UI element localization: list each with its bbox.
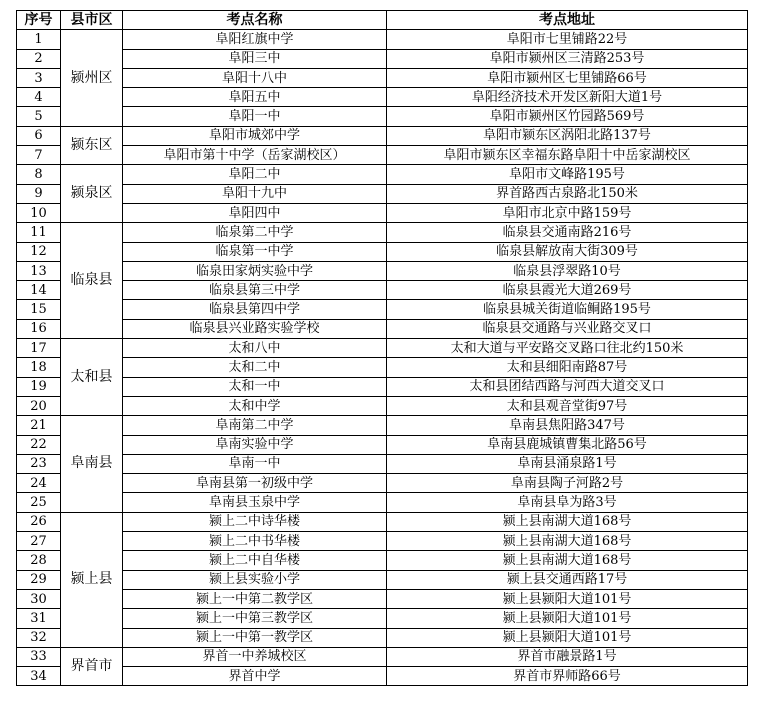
table-row	[17, 242, 748, 261]
district-cell: 阜南县	[61, 416, 123, 512]
district-cell: 颍州区	[61, 30, 123, 126]
row-number: 4	[17, 88, 61, 107]
table-row	[17, 667, 748, 686]
table-row	[17, 396, 748, 415]
site-address-cell: 阜阳市文峰路195号	[387, 165, 748, 184]
table-row	[17, 300, 748, 319]
table-body	[17, 30, 748, 686]
site-name-cell: 阜阳四中	[123, 203, 387, 222]
table-row	[17, 146, 748, 165]
district-cell: 颍泉区	[61, 165, 123, 223]
table-row	[17, 203, 748, 222]
row-number: 15	[17, 300, 61, 319]
header-site-name: 考点名称	[123, 11, 387, 30]
site-address-cell: 阜阳市颍州区七里铺路66号	[387, 68, 748, 87]
table-row	[17, 377, 748, 396]
table-row	[17, 493, 748, 512]
table-row	[17, 223, 748, 242]
table-row	[17, 339, 748, 358]
site-name-cell: 颍上二中诗华楼	[123, 512, 387, 531]
site-name-cell: 太和八中	[123, 339, 387, 358]
site-address-cell: 临泉县城关街道临鲖路195号	[387, 300, 748, 319]
site-name-cell: 阜阳十八中	[123, 68, 387, 87]
district-cell: 颍东区	[61, 126, 123, 165]
table-row	[17, 609, 748, 628]
row-number: 2	[17, 49, 61, 68]
site-name-cell: 太和二中	[123, 358, 387, 377]
table-row	[17, 165, 748, 184]
row-number: 9	[17, 184, 61, 203]
table-row	[17, 49, 748, 68]
row-number: 34	[17, 667, 61, 686]
table-row	[17, 281, 748, 300]
site-name-cell: 界首一中养城校区	[123, 647, 387, 666]
site-address-cell: 颍上县南湖大道168号	[387, 512, 748, 531]
site-name-cell: 阜阳红旗中学	[123, 30, 387, 49]
row-number: 26	[17, 512, 61, 531]
row-number: 22	[17, 435, 61, 454]
site-address-cell: 颍上县南湖大道168号	[387, 532, 748, 551]
site-address-cell: 临泉县霞光大道269号	[387, 281, 748, 300]
table-row	[17, 319, 748, 338]
table-row	[17, 184, 748, 203]
site-name-cell: 阜阳一中	[123, 107, 387, 126]
site-name-cell: 颍上县实验小学	[123, 570, 387, 589]
site-address-cell: 阜阳经济技术开发区新阳大道1号	[387, 88, 748, 107]
table-row	[17, 416, 748, 435]
site-name-cell: 阜阳市城郊中学	[123, 126, 387, 145]
table-row	[17, 454, 748, 473]
site-name-cell: 阜南第二中学	[123, 416, 387, 435]
site-address-cell: 阜阳市七里铺路22号	[387, 30, 748, 49]
table-row	[17, 570, 748, 589]
site-name-cell: 临泉第一中学	[123, 242, 387, 261]
exam-site-table	[16, 10, 748, 686]
site-address-cell: 颍上县交通西路17号	[387, 570, 748, 589]
site-address-cell: 阜南县陶子河路2号	[387, 474, 748, 493]
site-address-cell: 阜阳市颍东区涡阳北路137号	[387, 126, 748, 145]
site-address-cell: 阜阳市颍州区竹园路569号	[387, 107, 748, 126]
table-row	[17, 88, 748, 107]
header-district: 县市区	[61, 11, 123, 30]
row-number: 5	[17, 107, 61, 126]
row-number: 1	[17, 30, 61, 49]
site-name-cell: 颍上一中第二教学区	[123, 589, 387, 608]
table-row	[17, 126, 748, 145]
site-name-cell: 阜南一中	[123, 454, 387, 473]
site-address-cell: 颍上县颍阳大道101号	[387, 628, 748, 647]
row-number: 13	[17, 261, 61, 280]
row-number: 31	[17, 609, 61, 628]
site-name-cell: 阜南实验中学	[123, 435, 387, 454]
site-address-cell: 太和大道与平安路交叉路口往北约150米	[387, 339, 748, 358]
site-name-cell: 临泉第二中学	[123, 223, 387, 242]
district-cell: 颍上县	[61, 512, 123, 647]
row-number: 3	[17, 68, 61, 87]
site-name-cell: 临泉田家炳实验中学	[123, 261, 387, 280]
header-no: 序号	[17, 11, 61, 30]
site-address-cell: 颍上县南湖大道168号	[387, 551, 748, 570]
site-name-cell: 颍上一中第三教学区	[123, 609, 387, 628]
row-number: 27	[17, 532, 61, 551]
row-number: 23	[17, 454, 61, 473]
site-address-cell: 太和县细阳南路87号	[387, 358, 748, 377]
site-name-cell: 阜阳十九中	[123, 184, 387, 203]
row-number: 17	[17, 339, 61, 358]
site-name-cell: 颍上二中书华楼	[123, 532, 387, 551]
site-name-cell: 阜阳二中	[123, 165, 387, 184]
row-number: 32	[17, 628, 61, 647]
row-number: 11	[17, 223, 61, 242]
site-address-cell: 阜阳市颍东区幸福东路阜阳十中岳家湖校区	[387, 146, 748, 165]
row-number: 21	[17, 416, 61, 435]
site-address-cell: 颍上县颍阳大道101号	[387, 589, 748, 608]
site-address-cell: 界首市界师路66号	[387, 667, 748, 686]
row-number: 12	[17, 242, 61, 261]
site-address-cell: 颍上县颍阳大道101号	[387, 609, 748, 628]
site-address-cell: 太和县观音堂街97号	[387, 396, 748, 415]
row-number: 10	[17, 203, 61, 222]
site-address-cell: 阜南县鹿城镇曹集北路56号	[387, 435, 748, 454]
table-row	[17, 551, 748, 570]
row-number: 33	[17, 647, 61, 666]
site-name-cell: 阜南县玉泉中学	[123, 493, 387, 512]
district-cell: 临泉县	[61, 223, 123, 339]
site-name-cell: 临泉县第四中学	[123, 300, 387, 319]
site-name-cell: 颍上二中自华楼	[123, 551, 387, 570]
site-address-cell: 太和县团结西路与河西大道交叉口	[387, 377, 748, 396]
row-number: 20	[17, 396, 61, 415]
site-name-cell: 颍上一中第一教学区	[123, 628, 387, 647]
site-name-cell: 太和中学	[123, 396, 387, 415]
row-number: 24	[17, 474, 61, 493]
site-address-cell: 界首市融景路1号	[387, 647, 748, 666]
row-number: 6	[17, 126, 61, 145]
row-number: 29	[17, 570, 61, 589]
table-row	[17, 30, 748, 49]
site-name-cell: 临泉县兴业路实验学校	[123, 319, 387, 338]
site-address-cell: 界首路西古泉路北150米	[387, 184, 748, 203]
district-cell: 界首市	[61, 647, 123, 686]
site-address-cell: 临泉县浮翠路10号	[387, 261, 748, 280]
table-row	[17, 532, 748, 551]
table-row	[17, 474, 748, 493]
row-number: 16	[17, 319, 61, 338]
row-number: 25	[17, 493, 61, 512]
site-name-cell: 太和一中	[123, 377, 387, 396]
district-cell: 太和县	[61, 339, 123, 416]
site-name-cell: 临泉县第三中学	[123, 281, 387, 300]
table-row	[17, 261, 748, 280]
row-number: 19	[17, 377, 61, 396]
header-row	[17, 11, 748, 30]
site-address-cell: 阜阳市颍州区三清路253号	[387, 49, 748, 68]
table-row	[17, 647, 748, 666]
header-site-address: 考点地址	[387, 11, 748, 30]
row-number: 28	[17, 551, 61, 570]
table-row	[17, 435, 748, 454]
table-row	[17, 628, 748, 647]
row-number: 14	[17, 281, 61, 300]
row-number: 8	[17, 165, 61, 184]
row-number: 18	[17, 358, 61, 377]
site-address-cell: 临泉县解放南大街309号	[387, 242, 748, 261]
row-number: 7	[17, 146, 61, 165]
table-row	[17, 589, 748, 608]
table-row	[17, 68, 748, 87]
site-name-cell: 界首中学	[123, 667, 387, 686]
site-address-cell: 阜南县焦阳路347号	[387, 416, 748, 435]
site-name-cell: 阜阳五中	[123, 88, 387, 107]
site-name-cell: 阜阳三中	[123, 49, 387, 68]
table-row	[17, 512, 748, 531]
site-name-cell: 阜阳市第十中学（岳家湖校区）	[123, 146, 387, 165]
site-address-cell: 临泉县交通南路216号	[387, 223, 748, 242]
site-name-cell: 阜南县第一初级中学	[123, 474, 387, 493]
row-number: 30	[17, 589, 61, 608]
site-address-cell: 临泉县交通路与兴业路交叉口	[387, 319, 748, 338]
table-row	[17, 358, 748, 377]
table-row	[17, 107, 748, 126]
site-address-cell: 阜南县涌泉路1号	[387, 454, 748, 473]
site-address-cell: 阜南县阜为路3号	[387, 493, 748, 512]
site-address-cell: 阜阳市北京中路159号	[387, 203, 748, 222]
